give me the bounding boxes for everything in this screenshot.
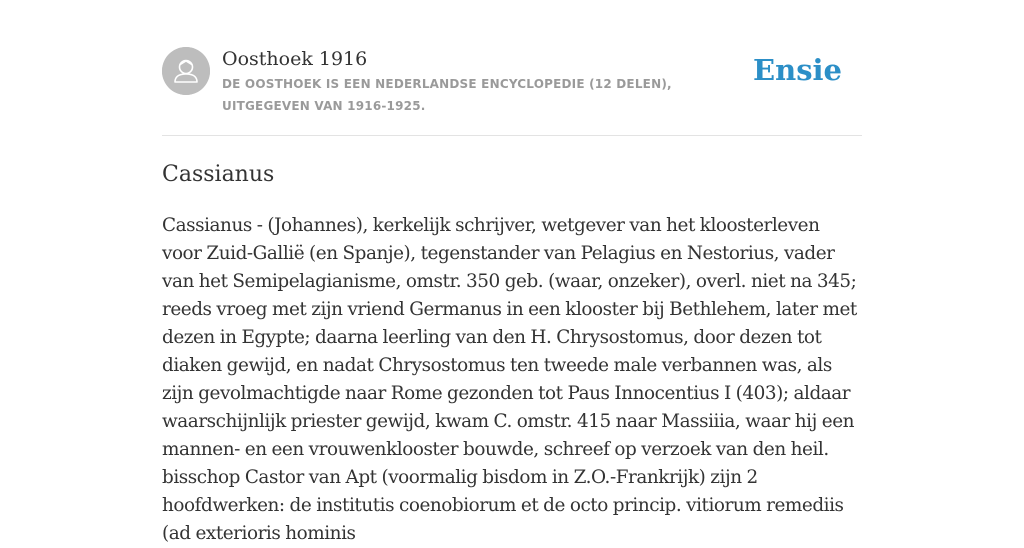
user-icon (162, 47, 210, 95)
article-body: Cassianus - (Johannes), kerkelijk schrijver, wetgever van het kloosterleven voor Zuid-Gallië (en Spanje), tegenstander van Pelagius en Nestorius, vader van het Semipelagianisme, omstr. 350 geb. (waar, onzeker), overl. niet na 345; reeds vroeg met zijn vriend Germanus in een klooster bij Bethlehem, later met dezen in Egypte; daarna leerling van den H. Chrysostomus, door dezen tot diaken gewijd, en nadat Chrysostomus ten tweede male verbannen was, als zijn gevolmachtigde naar Rome gezonden tot Paus Innocentius I (403); aldaar waarschijnlijk priester gewijd, kwam C. omstr. 415 naar Massiiia, waar hij een mannen- en een vrouwenklooster bouwde, schreef op verzoek van den heil. bisschop Castor van Apt (voormalig bisdom in Z.O.-Frankrijk) zijn 2 hoofdwerken: de institutis coenobiorum et de octo princip. vitiorum remediis (ad exterioris hominis (162, 215, 857, 544)
source-avatar[interactable] (162, 47, 210, 95)
source-title[interactable]: Oosthoek 1916 (222, 48, 368, 70)
source-description: DE OOSTHOEK IS EEN NEDERLANDSE ENCYCLOPEDIE (12 DELEN), UITGEGEVEN VAN 1916-1925. (222, 77, 672, 113)
brand-logo-link[interactable]: Ensie (753, 53, 842, 87)
source-header (162, 47, 862, 119)
article-title: Cassianus (162, 162, 275, 187)
header-divider (162, 135, 862, 136)
